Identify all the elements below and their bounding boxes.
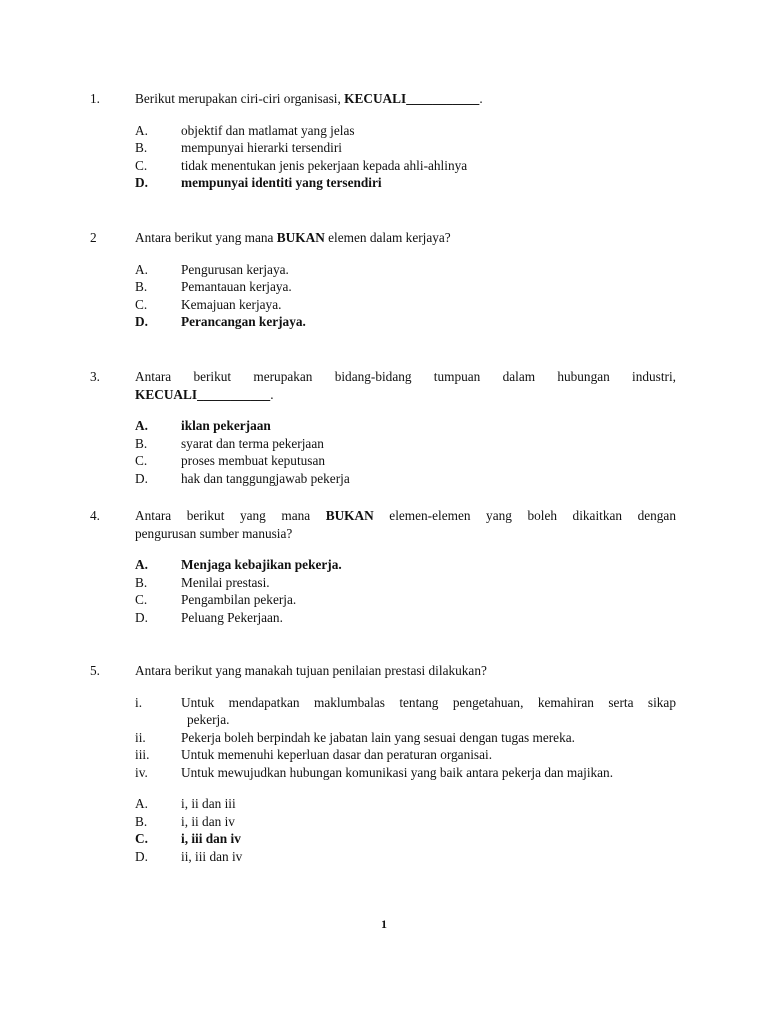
question-stem: Berikut merupakan ciri-ciri organisasi, KECUALI___________. — [135, 91, 483, 106]
emphasis: KECUALI___________ — [344, 91, 480, 106]
option-a: A. i, ii dan iii — [135, 796, 236, 811]
emphasis: BUKAN — [276, 230, 325, 245]
option-d: D. ii, iii dan iv — [135, 848, 243, 864]
emphasis: BUKAN — [325, 508, 374, 523]
option-a-answer: A. Menjaga kebajikan pekerja. — [135, 557, 342, 572]
question-4 — [90, 507, 676, 626]
question-2 — [90, 229, 676, 331]
page-number: 1 — [381, 917, 387, 931]
option-b: B. Menilai prestasi. — [135, 574, 270, 590]
option-list — [135, 417, 676, 487]
option-d: D. Peluang Pekerjaan. — [135, 609, 283, 625]
option-b: B. mempunyai hierarki tersendiri — [135, 140, 342, 155]
emphasis: KECUALI___________ — [135, 386, 271, 402]
statement-iv: iv. Untuk mewujudkan hubungan komunikasi yang baik antara pekerja dan majikan. — [135, 764, 614, 780]
statement-iii: iii. Untuk memenuhi keperluan dasar dan peraturan organisai. — [135, 747, 493, 762]
option-c: C. tidak menentukan jenis pekerjaan kepada ahli-ahlinya — [135, 157, 468, 173]
option-b: B. syarat dan terma pekerjaan — [135, 435, 324, 451]
question-number: 1. — [90, 91, 100, 106]
option-a-answer: A. iklan pekerjaan — [135, 418, 271, 433]
option-d: D. hak dan tanggungjawab pekerja — [135, 470, 350, 486]
option-list — [135, 556, 676, 626]
question-1 — [90, 90, 676, 192]
option-a: A. objektif dan matlamat yang jelas — [135, 122, 355, 138]
statement-i: i. Untuk mendapatkan maklumbalas tentang pengetahuan, kemahiran serta sikap pekerja. — [135, 694, 676, 727]
option-c: C. Kemajuan kerjaya. — [135, 296, 282, 312]
option-b: B. i, ii dan iv — [135, 813, 235, 829]
question-5 — [90, 662, 676, 865]
question-number: 4. — [90, 508, 100, 523]
question-number: 2 — [90, 230, 97, 245]
statement-list — [135, 694, 676, 782]
question-stem: Antara berikut yang mana BUKAN elemen-elemen yang boleh dikaitkan dengan pengurusan sumber manusia? — [135, 508, 676, 541]
statement-ii: ii. Pekerja boleh berpindah ke jabatan lain yang sesuai dengan tugas mereka. — [135, 729, 575, 745]
question-3 — [90, 368, 676, 487]
option-d-answer: D. Perancangan kerjaya. — [135, 314, 306, 329]
question-stem: Antara berikut yang manakah tujuan penilaian prestasi dilakukan? — [135, 663, 487, 678]
option-c-answer: C. i, iii dan iv — [135, 831, 241, 846]
option-list — [135, 122, 676, 192]
option-c: C. Pengambilan pekerja. — [135, 592, 297, 607]
question-number: 3. — [90, 369, 100, 384]
question-stem: Antara berikut yang mana BUKAN elemen dalam kerjaya? — [135, 230, 451, 245]
option-list — [135, 795, 676, 865]
question-stem: Antara berikut merupakan bidang-bidang tumpuan dalam hubungan industri, KECUALI___________. — [135, 369, 676, 402]
option-d-answer: D. mempunyai identiti yang tersendiri — [135, 175, 382, 190]
question-number: 5. — [90, 663, 100, 678]
option-a: A. Pengurusan kerjaya. — [135, 261, 289, 277]
option-list — [135, 261, 676, 331]
option-c: C. proses membuat keputusan — [135, 453, 326, 468]
option-b: B. Pemantauan kerjaya. — [135, 279, 292, 294]
